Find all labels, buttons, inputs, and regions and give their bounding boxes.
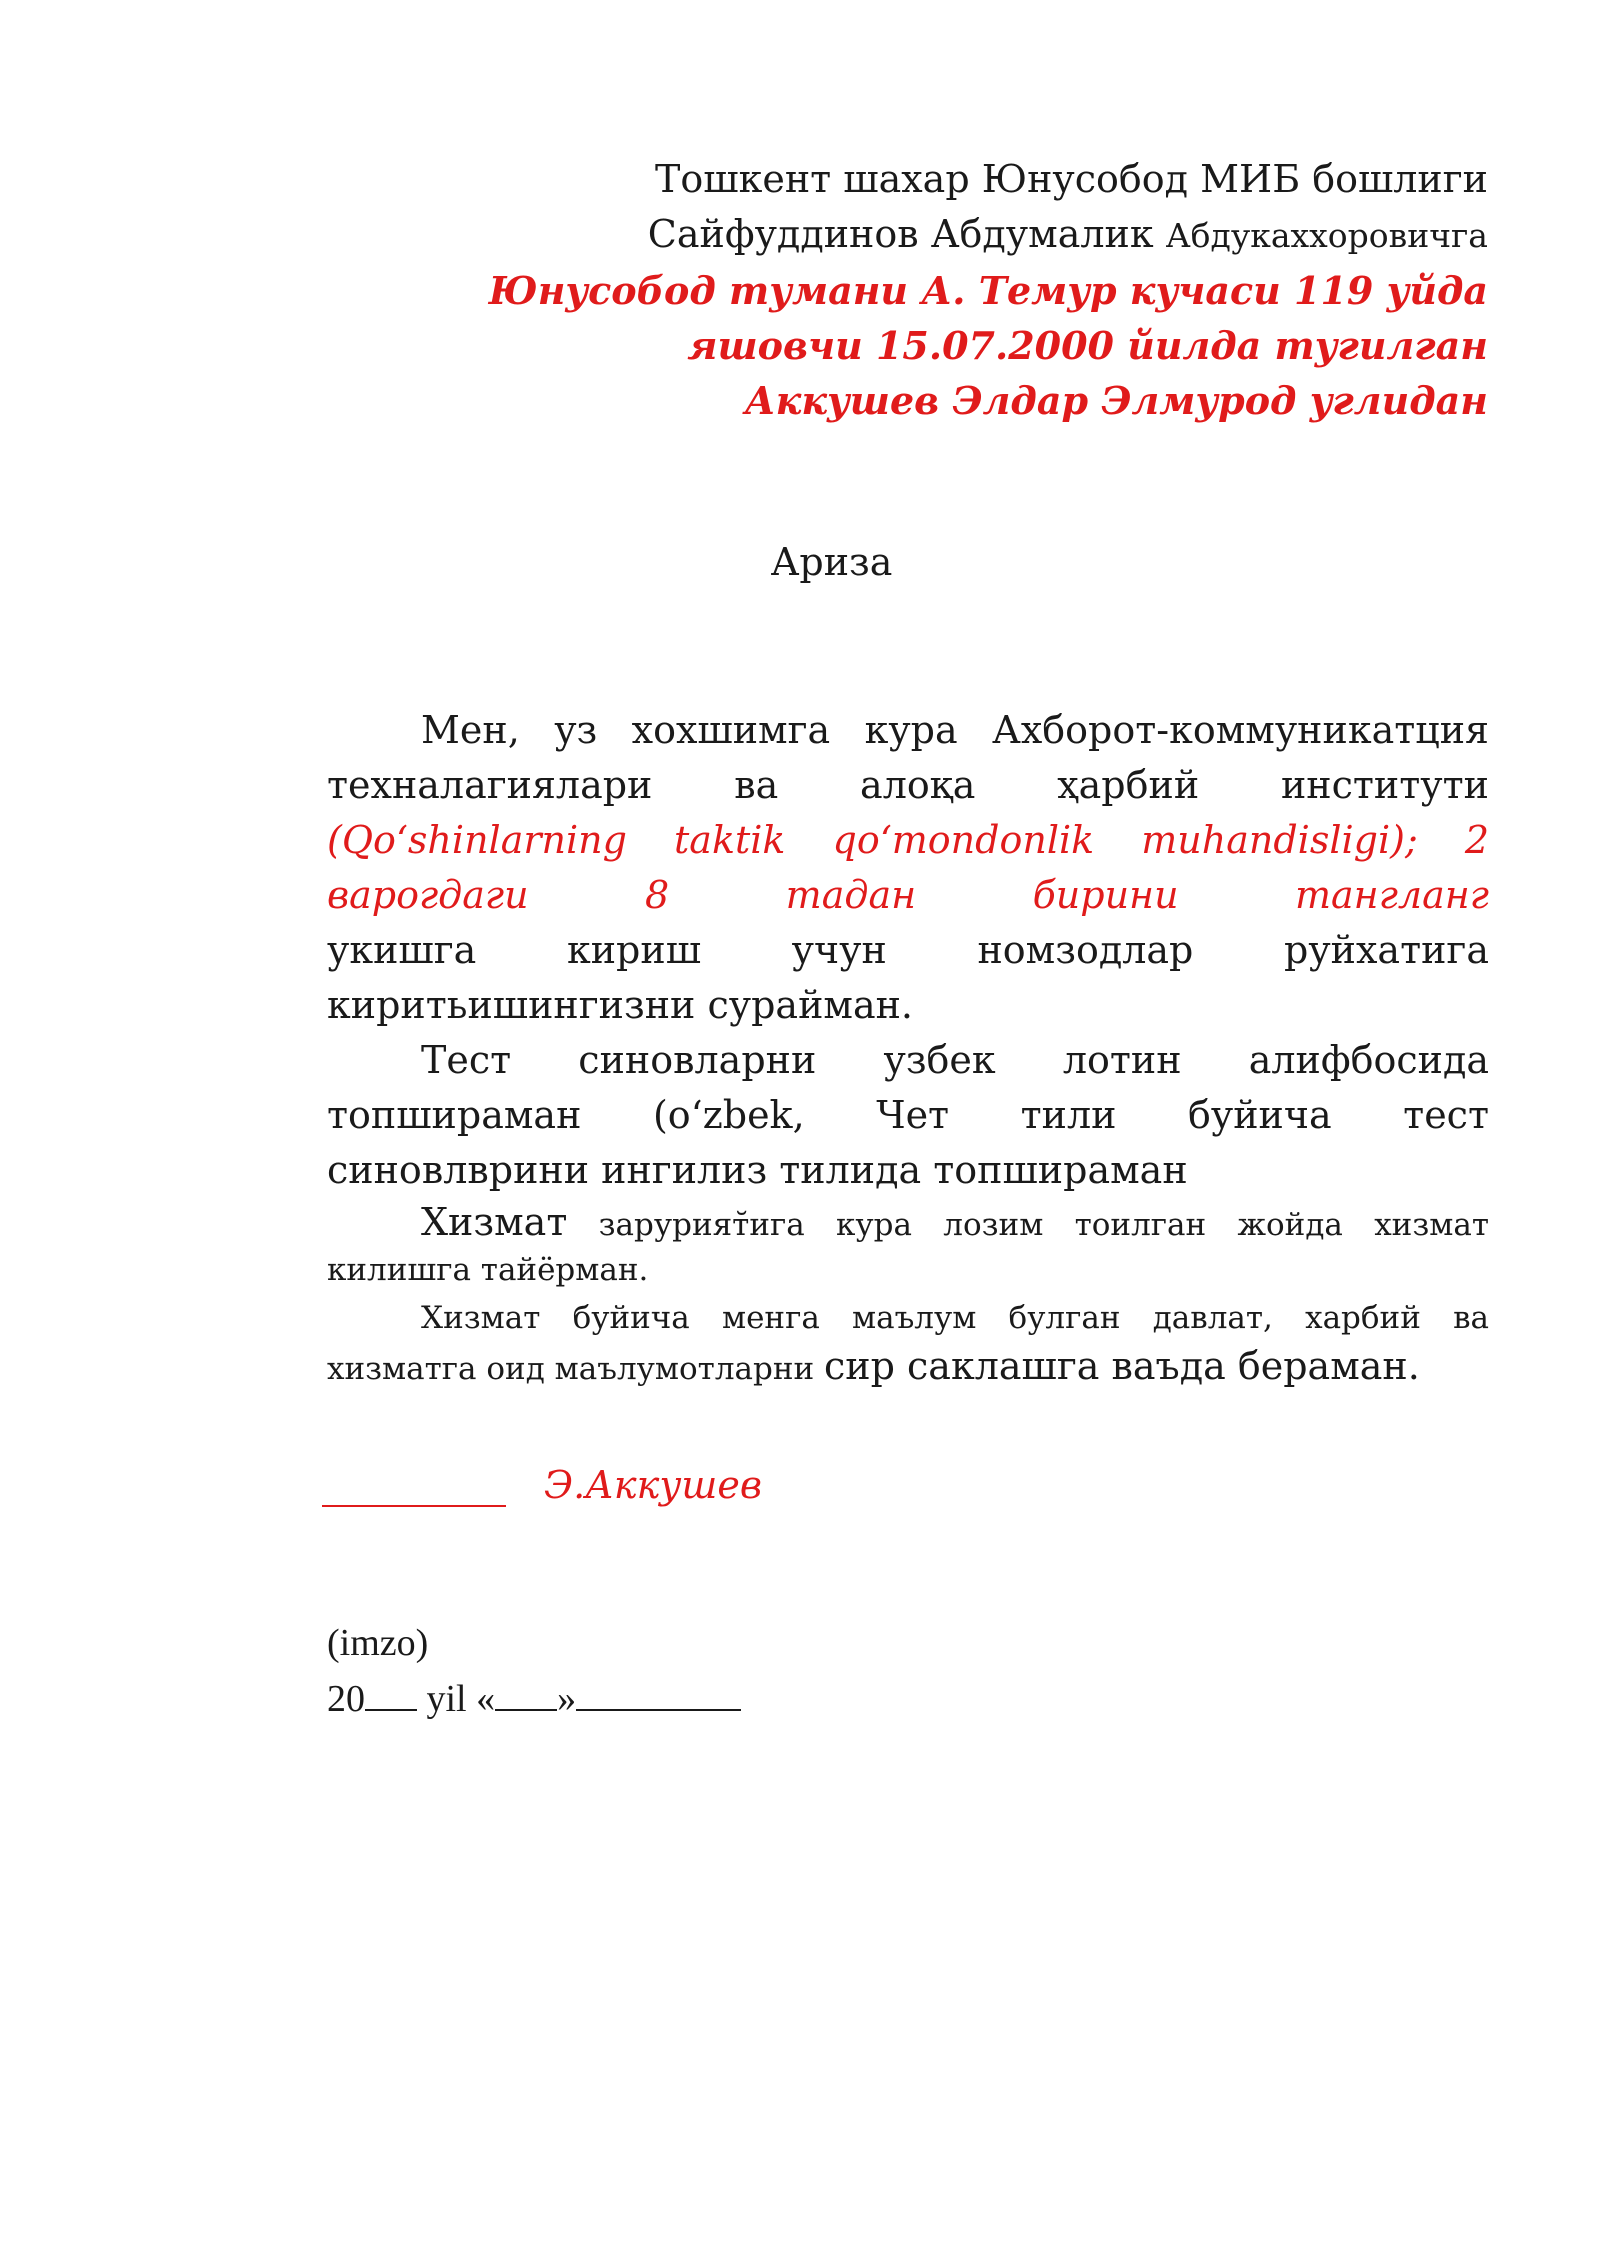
date-line <box>327 1671 741 1727</box>
sender-birth-line: яшовчи 15.07.2000 йилда тугилган <box>687 323 1488 368</box>
date-year-blank <box>365 1671 417 1711</box>
paragraph-4-line-2 <box>327 1342 1489 1394</box>
paragraph-3-first-word: Хизмат <box>421 1200 568 1244</box>
date-close-quote: » <box>557 1678 577 1720</box>
paragraph-4-line-1: Хизмат буйича менга маълум булган давлат, харбий ва <box>421 1300 1489 1336</box>
paragraph-1-line-6: киритьишингизни сурайман. <box>327 983 914 1027</box>
document-body <box>327 703 1489 1394</box>
addressee-line-2 <box>388 207 1488 263</box>
paragraph-1-line-2: техналагиялари ва алоқа ҳарбий институти <box>327 763 1489 807</box>
signature-line <box>322 1505 506 1507</box>
paragraph-4-small-part: хизматга оид маълумотларни <box>327 1351 825 1387</box>
paragraph-3-line-1 <box>327 1198 1489 1246</box>
date-day-blank <box>495 1671 557 1711</box>
document-title: Ариза <box>770 540 893 584</box>
paragraph-3-rest: зарурият̆ига кура лозим тоилган жойда хизмат <box>567 1207 1489 1243</box>
paragraph-3-line-2: килишга тайёрман. <box>327 1252 649 1288</box>
date-year-prefix: 20 <box>327 1678 365 1720</box>
date-month-blank <box>576 1671 741 1711</box>
date-yil: yil « <box>417 1678 496 1720</box>
paragraph-2-line-3: синовлврини ингилиз тилида топшираман <box>327 1148 1188 1192</box>
addressee-patronymic: Абдукаххоровичга <box>1165 216 1488 255</box>
paragraph-1-line-5: укишга кириш учун номзодлар руйхатига <box>327 928 1489 972</box>
paragraph-2-line-2: топшираман (o‘zbek, Чет тили буйича тест <box>327 1093 1489 1137</box>
paragraph-1-line-4: варогдаги 8 тадан бирини тангланг <box>327 873 1489 917</box>
signature-caption: (imzo) <box>327 1622 429 1664</box>
signature-block <box>322 1458 1022 1513</box>
addressee-name: Сайфуддинов Абдумалик <box>647 212 1166 256</box>
addressee-line-1: Тошкент шахар Юнусобод МИБ бошлиги <box>655 157 1488 201</box>
paragraph-2-line-1: Тест синовларни узбек лотин алифбосида <box>421 1038 1489 1082</box>
paragraph-4-big-part: сир саклашга ваъда бераман. <box>824 1344 1420 1388</box>
sender-address-line: Юнусобод тумани А. Темур кучаси 119 уйда <box>488 268 1488 313</box>
paragraph-1-line-3: (Qo‘shinlarning taktik qo‘mondonlik muhandisligi); 2 <box>327 818 1489 862</box>
signature-name: Э.Аккушев <box>544 1463 762 1507</box>
paragraph-1-line-1: Мен, уз хохшимга кура Ахборот-коммуникатция <box>421 708 1489 752</box>
addressee-block <box>388 152 1488 428</box>
sender-name-line: Аккушев Элдар Элмурод углидан <box>744 378 1488 423</box>
